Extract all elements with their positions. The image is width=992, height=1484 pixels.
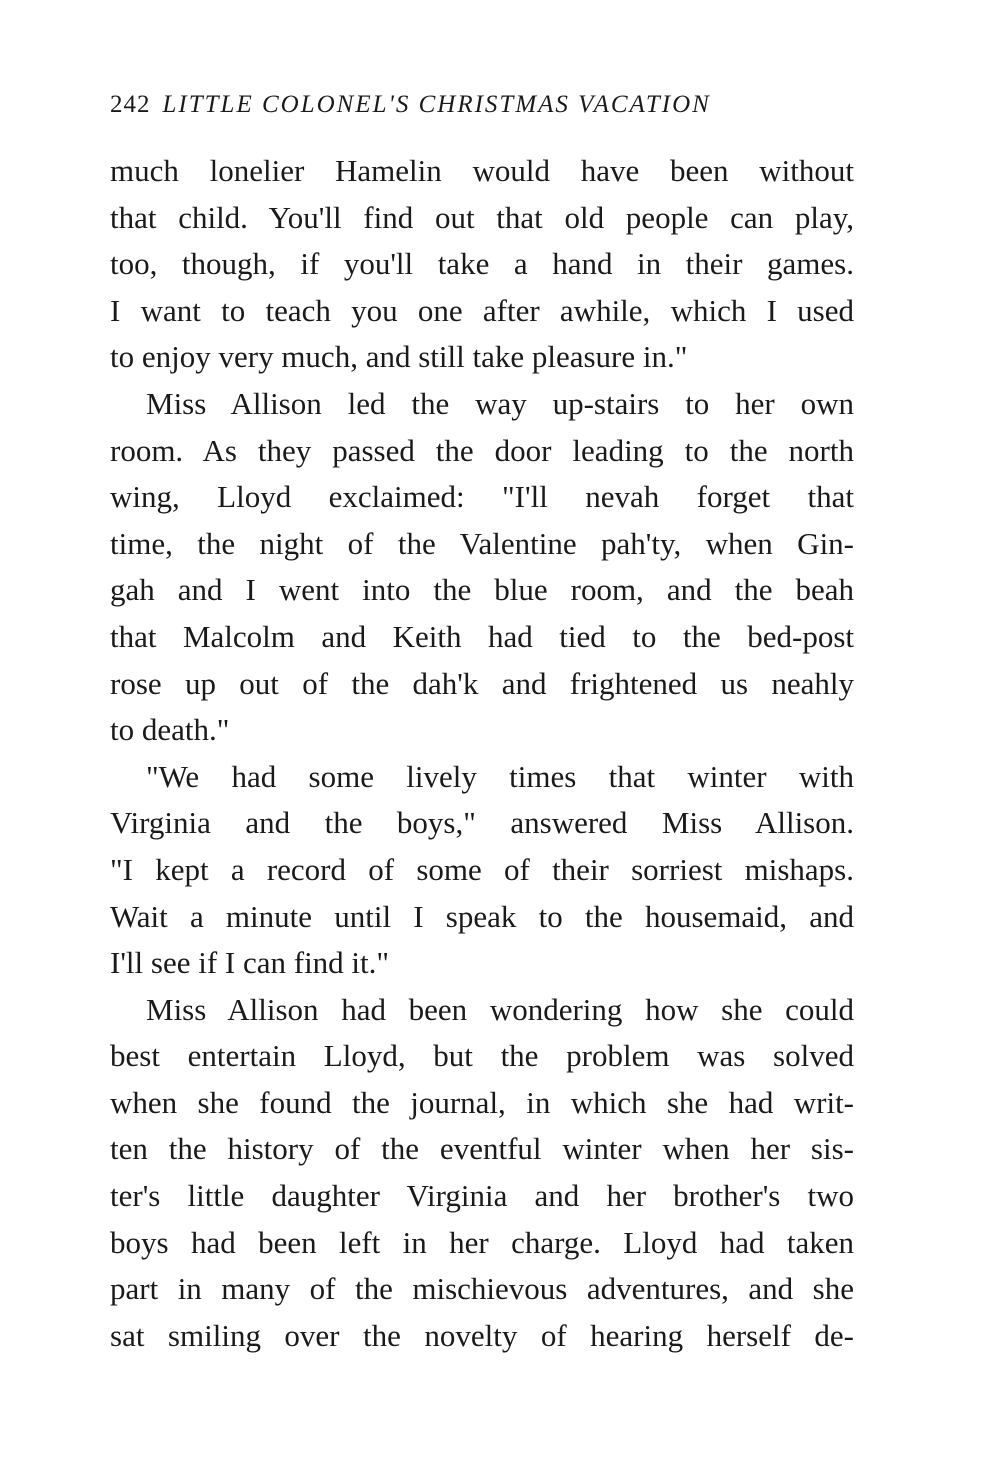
text-line: boys had been left in her charge. Lloyd had taken [110,1224,854,1260]
text-line: ten the history of the eventful winter when her sis- [110,1131,854,1167]
text-line: Wait a minute until I speak to the housemaid, and [110,898,854,934]
text-line: best entertain Lloyd, but the problem was solved [110,1038,854,1074]
text-line: wing, Lloyd exclaimed: "I'll nevah forget that [110,479,854,515]
text-line: gah and I went into the blue room, and the beah [110,572,854,608]
running-title: LITTLE COLONEL'S CHRISTMAS VACATION [162,91,711,118]
text-line: too, though, if you'll take a hand in their games. [110,246,854,282]
text-line: Miss Allison had been wondering how she could [146,991,854,1027]
text-line: ter's little daughter Virginia and her brother's two [110,1178,854,1214]
text-line: much lonelier Hamelin would have been without [110,153,854,188]
text-line: I want to teach you one after awhile, which I used [110,292,854,328]
text-line: part in many of the mischievous adventures, and she [110,1271,854,1307]
text-line: rose up out of the dah'k and frightened us neahly [110,665,854,701]
text-line: time, the night of the Valentine pah'ty, when Gin- [110,525,854,561]
text-line: to enjoy very much, and still take pleasure in." [110,339,688,375]
text-line: sat smiling over the novelty of hearing herself de- [110,1317,854,1353]
body-text [110,148,854,1359]
text-line: "We had some lively times that winter with [146,758,854,794]
text-line: that Malcolm and Keith had tied to the bed-post [110,618,854,654]
text-line: to death." [110,712,230,748]
text-line: Miss Allison led the way up-stairs to her own [146,385,854,421]
page-number: 242 [110,91,151,118]
text-line: when she found the journal, in which she had writ- [110,1084,854,1120]
book-page [110,88,854,1359]
text-line: that child. You'll find out that old people can play, [110,199,854,235]
text-line: Virginia and the boys," answered Miss Allison. [110,805,854,841]
text-line: "I kept a record of some of their sorriest mishaps. [110,851,854,887]
text-line: room. As they passed the door leading to the north [110,432,854,468]
running-header [110,88,854,122]
text-line: I'll see if I can find it." [110,945,390,981]
